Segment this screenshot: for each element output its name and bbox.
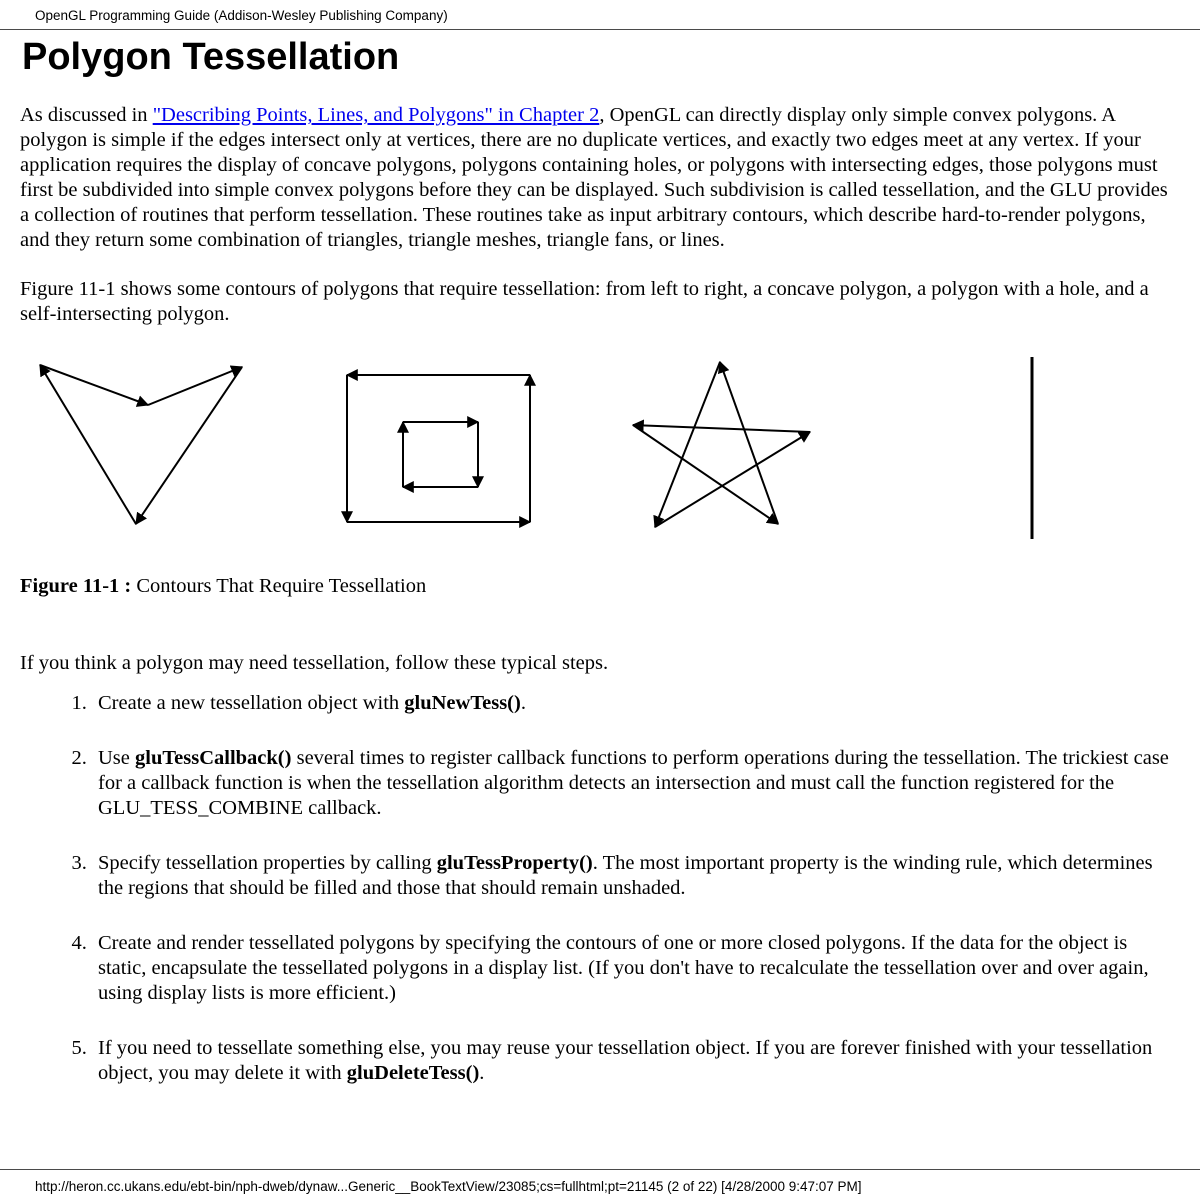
self-intersecting-polygon-shape [633, 362, 810, 527]
step-2-text: Use [98, 747, 136, 769]
step-4-text: Create and render tessellated polygons by specifying the contours of one or more closed polygons. If the data for the object is static, encapsulate the tessellated polygons in a display list. (If you don't have to recalculate the tessellation over and over again, using display lists is more efficient.) [98, 932, 1149, 1004]
step-3-function-name: gluTessProperty() [436, 852, 593, 874]
document-header-title: OpenGL Programming Guide (Addison-Wesley Publishing Company) [35, 8, 448, 23]
step-1-text: Create a new tessellation object with [98, 692, 405, 714]
chapter2-link[interactable]: "Describing Points, Lines, and Polygons" in Chapter 2 [152, 104, 600, 126]
step-item-1 [92, 691, 1180, 716]
step-5-text: If you need to tessellate something else, you may reuse your tessellation object. If you are forever finished with your tessellation object, you may delete it with [98, 1037, 1153, 1084]
step-3-text: Specify tessellation properties by calling [98, 852, 437, 874]
step-1-text-post: . [520, 692, 526, 714]
step-item-2 [92, 746, 1180, 821]
step-1-function-name: gluNewTess() [404, 692, 521, 714]
step-5-function-name: gluDeleteTess() [346, 1062, 480, 1084]
figure-caption [20, 575, 1180, 598]
figure-11-1 [20, 339, 1055, 549]
figure-lead-paragraph: Figure 11-1 shows some contours of polygons that require tessellation: from left to right, a concave polygon, a polygon with a hole, and a self-intersecting polygon. [20, 278, 1149, 325]
intro-paragraph [20, 103, 1180, 253]
tessellation-steps-list [20, 691, 1180, 1086]
figure-caption-text: Contours That Require Tessellation [131, 575, 427, 597]
footer-url-status: http://heron.cc.ukans.edu/ebt-bin/nph-dweb/dynaw...Generic__BookTextView/23085;cs=fullhtml;pt=21145 (2 of 22) [4/28/2000 9:47:07 PM] [35, 1179, 862, 1194]
concave-polygon-shape [40, 365, 242, 524]
step-item-5 [92, 1036, 1180, 1086]
step-5-text-post: . [479, 1062, 485, 1084]
page-content [0, 36, 1200, 1086]
page-title: Polygon Tessellation [22, 36, 400, 78]
intro-text-after-link: , OpenGL can directly display only simple convex polygons. A polygon is simple if the edges intersect only at vertices, there are no duplicate vertices, and exactly two edges meet at any vertex. If your application requires the display of concave polygons, polygons containing holes, or polygons with intersecting edges, those polygons must first be subdivided into simple convex polygons before they can be displayed. Such subdivision is called tessellation, and the GLU provides a collection of routines that perform tessellation. These routines take as input arbitrary contours, which describe hard-to-render polygons, and they return some combination of triangles, triangle meshes, triangle fans, or lines. [20, 104, 1168, 251]
step-2-text-post: several times to register callback functions to perform operations during the tessellation. The trickiest case for a callback function is when the tessellation algorithm detects an intersection and must call the function registered for the GLU_TESS_COMBINE callback. [98, 747, 1169, 819]
step-3-text-post: . The most important property is the winding rule, which determines the regions that should be filled and those that should remain unshaded. [98, 852, 1153, 899]
step-item-4 [92, 931, 1180, 1006]
steps-intro: If you think a polygon may need tessellation, follow these typical steps. [20, 652, 609, 674]
figure-caption-label: Figure 11-1 : [20, 575, 132, 597]
document-footer [0, 1169, 1200, 1196]
polygon-with-hole-shape [347, 375, 530, 522]
header-divider [0, 29, 1200, 30]
contours-figure-svg [20, 339, 1055, 549]
document-header [0, 0, 1200, 29]
step-2-function-name: gluTessCallback() [135, 747, 292, 769]
step-item-3 [92, 851, 1180, 901]
intro-text-before-link: As discussed in [20, 104, 153, 126]
